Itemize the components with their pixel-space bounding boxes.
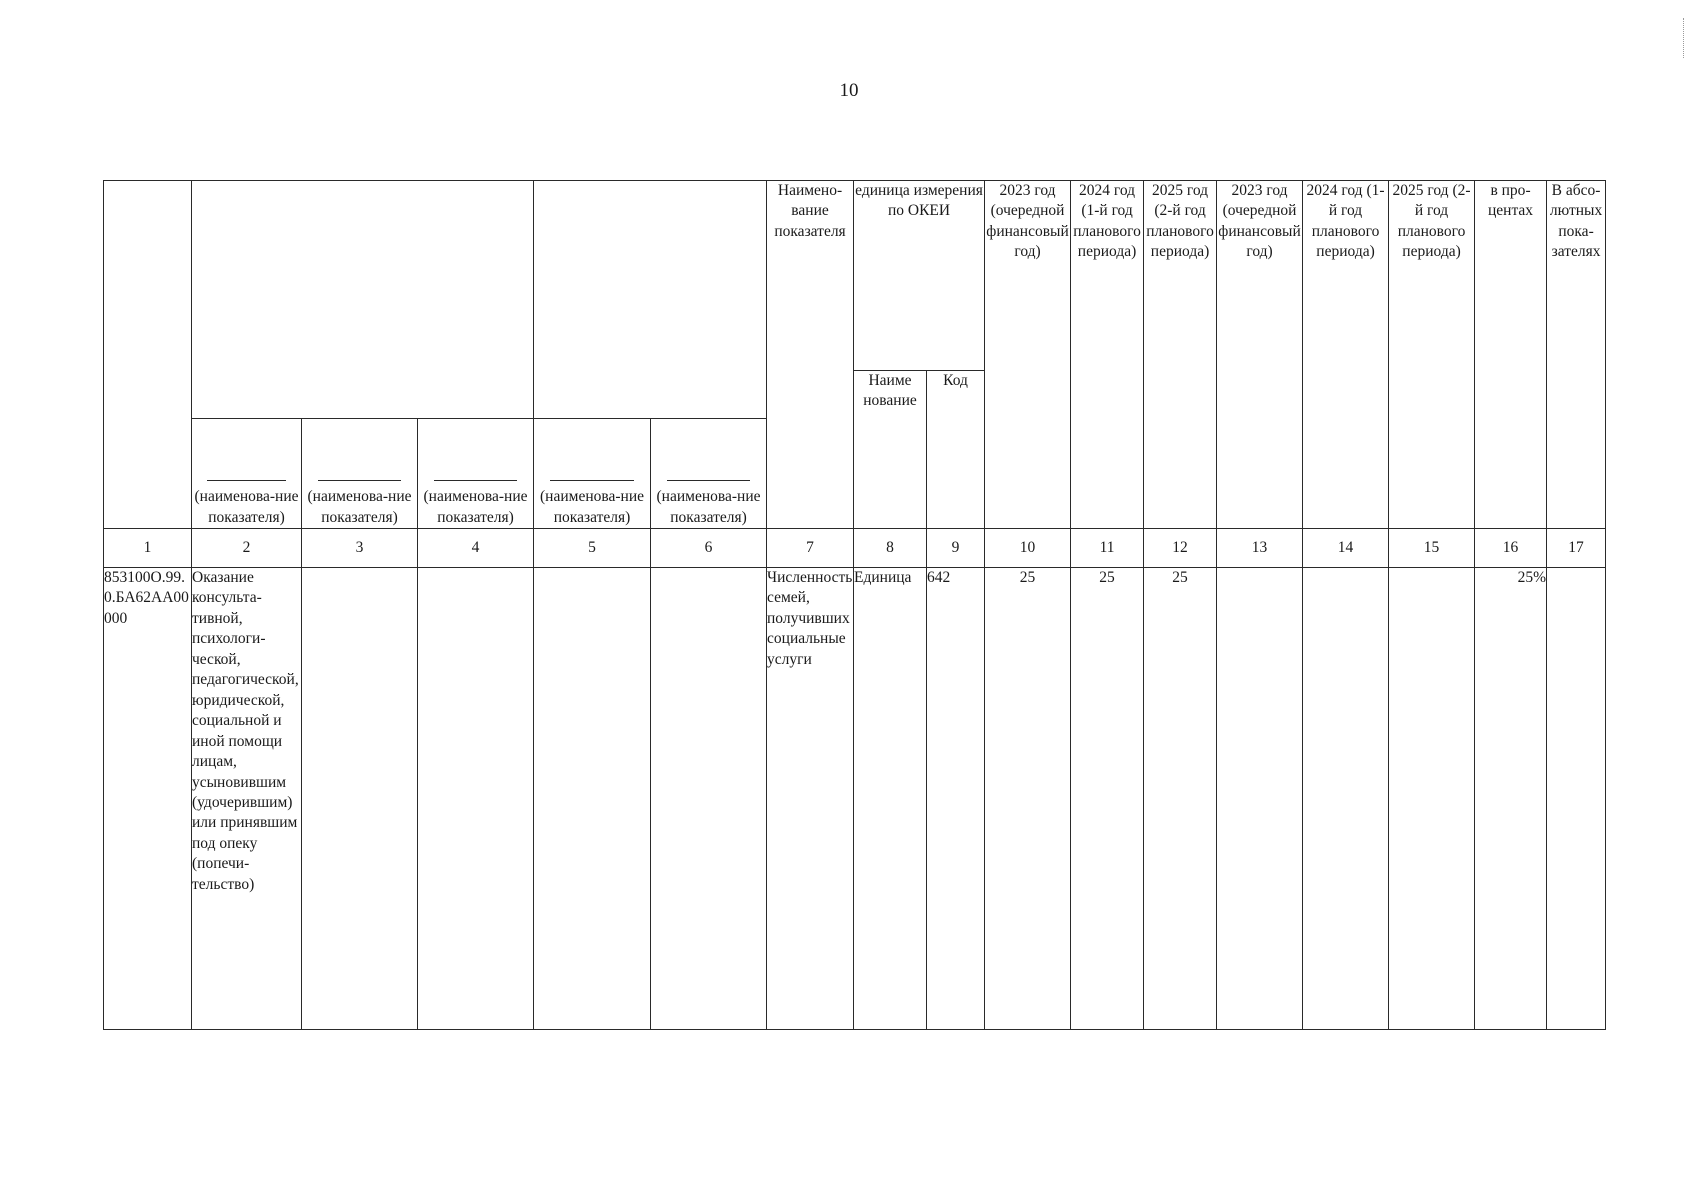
column-number: 2 [192,529,302,568]
header-unit-name: Наиме нование [854,371,927,529]
header-unit-code: Код [927,371,985,529]
header-blank-content [192,181,534,419]
header-indicator-name: Наимено-вание показателя [767,181,854,529]
column-number: 12 [1144,529,1217,568]
sub-indicator-2: (наименова-ние показателя) [192,419,302,529]
empty-cell [1303,568,1389,1030]
sub-indicator-4: (наименова-ние показателя) [418,419,534,529]
empty-cell [534,568,651,1030]
unit-code: 642 [927,568,985,1030]
empty-cell [302,568,418,1030]
header-blank-conditions [534,181,767,419]
value-2024: 25 [1071,568,1144,1030]
header-2024-actual: 2024 год (1-й год планового периода) [1303,181,1389,529]
column-number: 9 [927,529,985,568]
indicator-name: Численность семей, получивших социальные услуги [767,568,854,1030]
column-number: 3 [302,529,418,568]
sub-indicator-3: (наименова-ние показателя) [302,419,418,529]
header-2025-approved: 2025 год (2-й год планового периода) [1144,181,1217,529]
empty-cell [418,568,534,1030]
column-number: 17 [1547,529,1606,568]
column-number: 5 [534,529,651,568]
header-absolute: В абсолютных показателях [1547,181,1606,529]
header-2023-actual: 2023 год (очередной финансовый год) [1217,181,1303,529]
column-number: 13 [1217,529,1303,568]
column-number: 11 [1071,529,1144,568]
unit-name: Единица [854,568,927,1030]
empty-cell [1389,568,1475,1030]
header-unit-okei: единица измерения по ОКЕИ [854,181,985,371]
sub-indicator-6: (наименова-ние показателя) [651,419,767,529]
scan-margin-mark [1683,18,1690,58]
sub-indicator-5: (наименова-ние показателя) [534,419,651,529]
registry-code: 853100О.99.0.БА62АА00000 [104,568,192,1030]
column-number: 16 [1475,529,1547,568]
column-number: 1 [104,529,192,568]
page-number: 10 [839,80,859,101]
table-row [104,568,1606,1030]
column-number: 14 [1303,529,1389,568]
header-percent: в процентах [1475,181,1547,529]
column-number-row [104,529,1606,568]
value-2023: 25 [985,568,1071,1030]
column-number: 8 [854,529,927,568]
service-content: Оказание консультативной, психологической, педагогической, юридической, социальной и иной помощи лицам, усыновившим (удочерившим) или принявшим под опеку (попечительство) [192,568,302,1030]
value-2025: 25 [1144,568,1217,1030]
empty-cell [651,568,767,1030]
column-number: 6 [651,529,767,568]
column-number: 7 [767,529,854,568]
empty-cell [1547,568,1606,1030]
deviation-percent: 25% [1475,568,1547,1030]
header-2023-approved: 2023 год (очередной финансовый год) [985,181,1071,529]
header-2024-approved: 2024 год (1-й год планового периода) [1071,181,1144,529]
header-2025-actual: 2025 год (2-й год планового периода) [1389,181,1475,529]
column-number: 15 [1389,529,1475,568]
column-number: 4 [418,529,534,568]
indicator-table [103,180,1606,1030]
header-blank-code [104,181,192,529]
empty-cell [1217,568,1303,1030]
column-number: 10 [985,529,1071,568]
